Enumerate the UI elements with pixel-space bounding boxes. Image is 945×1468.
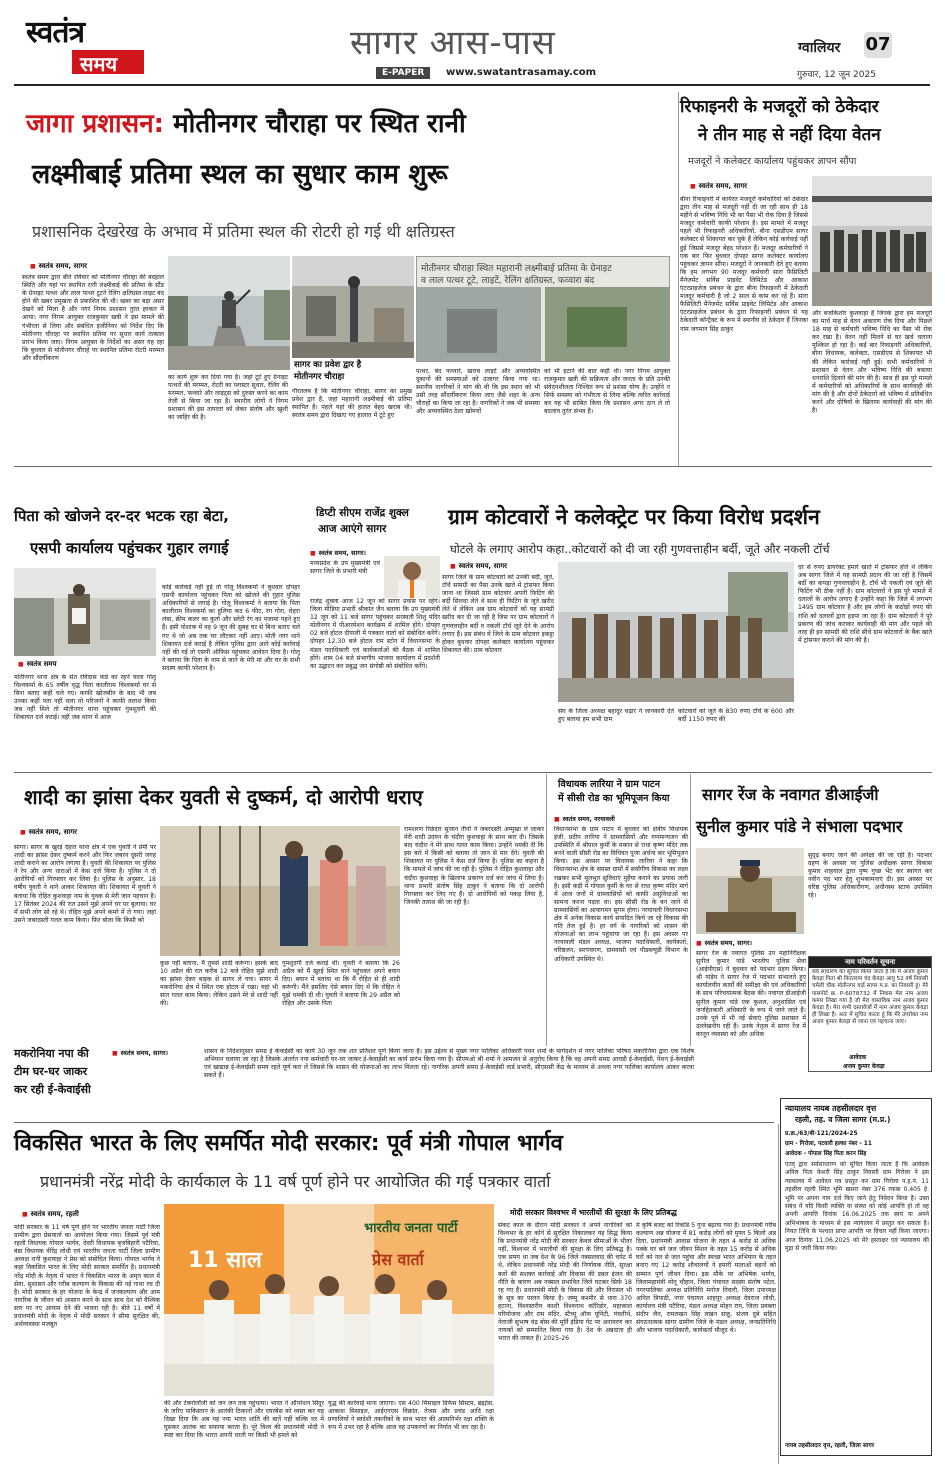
dig-text-top: सुदृढ़ बनाए जाने की अपेक्षा की जा रही है। पदभार ग्रहण के अवसर पर पुलिस अधीक्षक सागर विकास कुमार शाहवाल द्वारा पुष्प गुच्छ भेंट कर स्वागत कर नवीन पद भार हेतु शुभकामनाएं दी। इस अवसर पर वरिष्ठ पुलिस अधिकारीगण, अधीनस्थ स्टाफ उपस्थित रहे। <box>808 852 932 900</box>
banner-text-1: भारतीय जनता पार्टी <box>364 1221 458 1236</box>
section-title: सागर आस-पास <box>350 23 556 63</box>
tehsil-meta-2: ग्राम - गिरोला, पटवारी हल्का नंबर - 11 <box>785 1141 872 1147</box>
logo-top: स्वतंत्र <box>26 15 85 50</box>
bottom-headline: विकसित भारत के लिए समर्पित मोदी सरकार: पूर्व मंत्री गोपाल भार्गव <box>14 1131 563 1156</box>
kotwar-col-1: सागर जिले के ग्राम कोटवारों को उनकी बर्दी, जूते, टॉर्च सामग्री का पैसा उनके खाते में ट्रांसफर किया जाना था जिससे ग्राम कोटवार अपनी फिटिंग की बर्दी सिलवा लेते थे साथ ही फिटिंग के जूते खरीद लेते थे लेकिन अब ग्राम कोटवारों को यह सामग्री खरीद कर दी जा रही है जिस पर ग्राम कोटवारों ने गुणवत्ताहीन बर्दी व नकली टॉर्च जूते देने के आरोप लगाए हैं। इस संबंध में जिले के ग्राम कोटवार इकट्ठा होकर बुधवार दोपहर कलेक्टर कार्यालय पहुंचकर शिकायत की। ग्राम कोटवार <box>442 574 554 654</box>
bottom-col4-title: मोदी सरकार विश्वभर में भारतीयों की सुरक्षा के लिए प्रतिबद्ध <box>510 1208 677 1217</box>
kotwar-headline: ग्राम कोटवारों ने कलेक्ट्रेट पर किया विरोध प्रदर्शन <box>448 505 820 529</box>
dig-byline: ■ स्वतंत्र समय, सागर। <box>696 938 752 947</box>
refinery-headline-1: रिफाइनरी के मजदूरों को ठेकेदार <box>680 97 879 117</box>
notice-signature: आवेदक <box>849 1054 867 1061</box>
mla-headline-2: में सीसी रोड का भूमिपूजन किया <box>558 793 670 804</box>
dycm-headline-1: डिप्टी सीएम राजेंद्र शुक्ल <box>316 507 409 519</box>
ekyc-text: शासन के निर्देशानुसार समग्र ई केवाईसी का कार्य 30 जून तक शत प्रतिशत पूर्ण किया जाना है। इस उद्देश्य से मुख्य नगर पालिका अधिकारी पवन शर्मा के मार्गदर्शन में नगर पालिका परिषद मकरोनिया द्वारा एक विशेष अभियान चलाया जा रहा है जिसके अंतर्गत नपा कर्मचारी घर-घर जाकर ई-केवाईसी का कार्य प्रारंभ किया गया है। सीएमओ श्री शर्मा ने आमजन से अनुरोध किया है कि वह अपनी समग्र आयडी ई-केवाईसी, पेंशन ई-केवाईसी एवं खाद्यान्न ई-केवाईसी समय रहते पूर्ण करा लें जिससे कि शासन की योजनाओं का लाभ मिलता रहे। नागरिक अपनी समग्र ई-केवाईसी वार्ड प्रभारी, सीएससी केंद्र के माध्यम से अथवा नगर पालिका कार्यालय आकर करवा सकते हैं। <box>204 1048 694 1080</box>
tehsil-title: न्यायालय नायब तहसीलदार वृत्त <box>785 1104 877 1113</box>
rule-3 <box>14 1122 774 1123</box>
ekyc-headline-3: कर रही ई-केवाईसी <box>14 1083 91 1096</box>
mla-story <box>548 774 688 1048</box>
lead-headline-line-1 <box>26 110 666 139</box>
lead-story <box>14 92 676 462</box>
ekyc-byline: ■ स्वतंत्र समय, सागर। <box>112 1048 168 1057</box>
father-photo <box>14 568 156 656</box>
tehsil-meta-1: प्र.क्र./63/बी-121/2024-25 <box>785 1131 858 1137</box>
father-byline: ■ स्वतंत्र समय <box>18 660 57 669</box>
refinery-subhead: मजदूरों ने कलेक्टर कार्यालय पहुंचकर ज्ञापन सौंपा <box>688 156 857 167</box>
kotwar-col-3: कोटवारों को जूते के 830 रुपए टॉर्च के 600 और बर्दी 1150 रुपए की <box>678 708 794 724</box>
page-number: 07 <box>864 32 892 58</box>
ekyc-story <box>14 1048 694 1118</box>
banner-text-3: प्रेस वार्ता <box>372 1250 424 1269</box>
lead-subhead: प्रशासनिक देखरेख के अभाव में प्रतिमा स्थल की रोटरी हो गई थी क्षतिग्रस्त <box>32 222 455 241</box>
rule-2 <box>14 772 932 773</box>
mla-headline-1: विधायक लारिया ने ग्राम पाटन <box>558 779 660 790</box>
rape-col-1: सागर। सागर के खुरई देहात थाना क्षेत्र में एक युवती ने प्रेमी पर शादी का झांसा देकर दुष्कर्म करने और फिर जबरन दूसरी जगह शादी कराने का आरोप लगाया है। युवती की शिकायत पर पुलिस ने रेप और अन्य धाराओं में केस दर्ज किया है। पुलिस ने दो आरोपियों को गिरफ्तार कर लिया है। पुलिस के अनुसार, 18 वर्षीय युवती ने थाने आकर शिकायत की। शिकायत में युवती ने बताया कि रोहित कुशवाहा नाम के युवक से मेरी जान पहचान है। 17 सितंबर 2024 की रात उसने मुझे अपने घर पर बुलाया। घर में सभी लोग सो रहे थे। रोहित मुझे अपने कमरे में ले गया। जहां उसने जबरदस्ती गलत काम किया। फिर बोला कि किसी को <box>14 844 156 924</box>
lead-photo-repair <box>292 256 414 358</box>
refinery-photo <box>812 176 932 306</box>
lead-photo-caption-1: सागर का प्रवेश द्वार है <box>294 360 362 370</box>
refinery-byline: ■ स्वतंत्र समय, सागर <box>690 182 747 191</box>
bottom-story <box>14 1124 776 1468</box>
rape-photo <box>160 826 400 956</box>
rape-byline: ■ स्वतंत्र समय, सागर <box>20 828 77 837</box>
refinery-col-2: और बजकिशोर कुशवाहा है जिनके द्वारा हम मजदूरों का मार्च माह से वेतन अकारण रोक दिया और पिछले 18 माह से कर्मचारी भविष्य निधि का पैसा भी रोक कर रखा है। वेतन नहीं मिलने से घर खर्च चलाना मुश्किल हो रहा है। कई बार रिफाइनरी अधिकारियों, बीना विधायक, कलेक्टर, एसडीएम से शिकायत भी की लेकिन कार्रवाई नहीं हुई। सभी कर्मचारियों ने प्रशासन से वेतन और भविष्य निधि की बकाया धनराशि दिलाने की मांग की है। साथ ही इस पूरे मामले में कर्मचारियों को अधिकारियों के साथ कार्यवाही की मांग की है और दोनों ठेकेदारों को भविष्य में प्रतिबंधित करने और दोषियों के खिलाफ कार्यवाही की मांग की है। <box>812 310 932 415</box>
dycm-story <box>304 468 440 768</box>
dycm-text: राजेंद्र शुक्ला आज 12 जून को सागर प्रवास पर रहेंगे। जिला मीडिया प्रभारी श्रीकांत जैन बताया कि उप मुख्यमंत्री 12 जून को 11 बजे सागर पहुंचकर सरस्वती शिशु मंदिर मोतीनगर में पीआरमेशन कार्यक्रम में शामिल होंगे। दोपहर 02 बजे होटल दीपाली में पत्रकार वार्ता को संबोधित करेंगे। दोपहर 12.30 बजे होटल राम स्टोन में विधानसभा के मंडल पदाधिकारी एवं कार्यकर्ताओं की बैठक में शामिल होंगे। शाम 04 बजे संभागीय भाजपा कार्यालय में प्रदर्शनी का उद्घाटन कर प्रबुद्ध जन संगोष्ठी को संबोधित करेंगे। <box>310 598 440 670</box>
lead-inset-title-1: मोतीनगर चौराहा स्थित महारानी लक्ष्मीबाई प्रतिमा के ग्रेनाइट <box>421 264 612 274</box>
mla-byline: ■ स्वतंत्र समय, नरयावली <box>554 814 615 823</box>
masthead-rule <box>14 84 930 86</box>
banner-text-2: 11 साल <box>188 1248 262 1273</box>
dig-text: सागर रेंज के नवागत पुलिस उप महानिरीक्षक सुनील कुमार पांडे भारतीय पुलिस सेवा (आईपीएस) ने बुधवार को पदभार ग्रहण किया। श्री पांडेय ने सागर रेंज में पदभार संभालते हुए कार्यालयीन कार्यों की समीक्षा की एवं अधिकारियों के साथ परिचयात्मक बैठक की। नवागत डीआईजी सुनील कुमार पांडे एक कुशल, अनुशासित एवं जनहितकारी अधिकारी के रूप में जाने जाते हैं। उनके पूर्व में भी नई सेवाएं पुलिस प्रशासन में उल्लेखनीय रही हैं। उनके नेतृत्व में सागर रेंज में कानून व्यवस्था को और अधिक <box>696 950 806 1038</box>
bottom-subhead: प्रधानमंत्री नरेंद्र मोदी के कार्यकाल के 11 वर्ष पूर्ण होने पर आयोजित की गई पत्रकार वार्ता <box>40 1172 551 1191</box>
father-headline-1: पिता को खोजने दर-दर भटक रहा बेटा, <box>14 507 229 525</box>
dycm-photo <box>384 556 440 598</box>
ekyc-headline-1: मकरोनिया नपा की <box>14 1047 89 1060</box>
dig-headline-1: सागर रेंज के नवागत डीआईजी <box>702 785 879 804</box>
kotwar-story <box>442 468 932 768</box>
rape-col-2: कुछ नहीं बताना, मैं तुमसे शादी करूंगा। इसके बाद 10 अप्रैल की रात करीब 12 बजे रोहित मुझे शादी का झांसा देकर बाइक से सागर ले गया। सागर में मकरोनिया क्षेत्र में स्थित एक होटल में रखा। यहां भी सात गलत काम किया। लेकिन उसने मेरे से शादी नहीं की। <box>160 960 278 1008</box>
lead-headline-2: लक्ष्मीबाई प्रतिमा स्थल का सुधार काम शुरू <box>32 159 448 190</box>
lead-kicker: जागा प्रशासन: <box>26 109 165 139</box>
bottom-col-4: संकट काल के दौरान मोदी सरकार ने अपने नागरिकों को विश्वभर के हर कोने से सुरक्षित निकालकर यह सिद्ध किया कि प्रधानमंत्री नरेंद्र मोदी की सरकार केवल सीमाओं के भीतर नहीं, विश्वभर में भारतीयों की सुरक्षा के लिए प्रतिबद्ध है। एक समय था जब देश के 96 जिले नक्सलवाद की चपेट में थे, लेकिन प्रधानमंत्री नरेंद्र मोदी की निर्णायक नीति, सुरक्षा बलों की सशक्त कार्रवाई और विकास की डबल इंजन की नीति के कारण अब नक्सल प्रभावित जिले घटकर सिर्फ 18 रह गए हैं। प्रधानमंत्री मोदी के विकास की और विरासत भी के सूत्र का पालन किया है। जम्मू कश्मीर से धारा 370 हटाना, विश्वस्तरीय काशी विश्वनाथ कॉरिडोर, महाकाल परियोजना और राम मंदिर, स्टैच्यू ऑफ यूनिटी, पंचतीर्थ, नेताजी सुभाष चंद्र बोस की मूर्ति इंडिया गेट पर अनावरण कर नायकों को सम्मानित किया गया है। देश के अन्नदाता ही भारत की ताकत हैं। 2025-26 <box>498 1222 632 1343</box>
refinery-headline-2: ने तीन माह से नहीं दिया वेतन <box>698 125 881 145</box>
tehsil-subtitle: रहली, तह. व जिला सागर (म.प्र.) <box>795 1115 891 1124</box>
lead-headline-1: मोतीनगर चौराहा पर स्थित रानी <box>173 109 466 139</box>
kotwar-byline: ■ स्वतंत्र समय, सागर <box>450 562 507 571</box>
lead-col-4: पत्थर, बंद फव्वारे, खराब लाइटें और अव्यवस्थित दुकानों की समस्याओं को उजागर किया गया था। स्थानीय नागरिकों ने मांग की थी कि इस स्थान को भी उसी तरह सौंदर्यीकरण किया जाए जैसे शहर के अन्य चौराहों का किया जा रहा है। नागरिकों ने जब भी समस्या और अव्यवस्थित ठेला खोमचों <box>416 368 540 416</box>
bottom-byline: ■ स्वतंत्र समय, रहली <box>22 1210 79 1219</box>
website: www.swatantrasamay.com <box>446 67 597 78</box>
vrule-4 <box>778 1124 779 1464</box>
logo-bottom: समय <box>80 52 118 76</box>
bottom-col-5: में कृषि बजट को रिकॉर्ड 5 गुना बढ़ाया गया है। प्रधानमंत्री गरीब कल्याण अन्न योजना में 81 करोड़ लोगों को मुफ्त 5 किलो अन्न दिया, प्रधानमंत्री आवास योजना के तहत 4 करोड़ से अधिक पक्के घर बने जल जीवन मिशन के तहत 15 करोड़ से अधिक घरों को नल से जल पहुंचा और स्वच्छ भारत अभियान के तहत बनाए गए 12 करोड़ शौचालयों ने हमारी माताओं बहनों को सम्मान पूर्ण जीवन दिया। इस मौके पर अभिषेक भार्गव, जिलामहामंत्री मोनू चौहान, जिला पंचायत सदस्य संतोष पटेल, नगरपालिका अध्यक्ष प्रतिनिधि मनोज तिवारी, जिला उपाध्यक्ष अनिल त्रिपाठी, नगर पंचायत शाहपुर अध्यक्ष देवराज लोधी, कार्यालय मंत्री पटैरिया, मंडल अध्यक्ष मोहन राय, जिला प्रवक्ता संदीप जैन, रामलखन सिंह लखन साहू, संजय दुबे सहित संगठनात्मक सागर ग्रामीण जिले के मंडल अध्यक्ष, जनप्रतिनिधि और भाजपा पदाधिकारी, कार्यकर्ता मौजूद थे। <box>636 1222 776 1335</box>
rape-story <box>14 774 544 1048</box>
kotwar-subhead: घोटले के लगाए आरोप कहा..कोटवारों को दी जा रही गुणवत्ताहीन बर्दी, जूते और नकली टॉर्च <box>450 542 830 556</box>
refinery-col-1: बीना रिफाइनरी में कार्यरत मजदूरों कर्मचारियों को ठेकेदार द्वारा तीन माह से मजदूरी नहीं दी जा रही साथ ही 18 महीने से भविष्य निधि भी का पैसा भी रोक दिया है जिससे मजदूर कर्मचारी काफी परेशान है। इस मामले में मजदूर पहले भी रिफाइनरी अधिकारियों, बीना एसडीएम सागर कलेक्टर से शिकायत कर चुके हैं लेकिन कोई कार्रवाई नहीं हुई जिससे मजदूर बेहद परेशान हैं। मजदूर कर्मचारियों ने एक बार फिर बुधवार दोपहर सागर कलेक्टर कार्यालय पहुंचकर ज्ञापन सौंपा। मजदूरों ने जानकारी देते हुए बताया कि हम लगभग 90 मजदूर कर्मचारी सारा फैसिलिटी मैनेजमेंट सर्विस प्राइवेट लिमिटेड और आकाश एंटरप्राइजेज प्रबंधन के द्वारा बीना रिफाइनरी में ठेकेदारी मजदूर कर्मचारी है जो 2 साल से काम कर रहे हैं। सारा फैसिलिटी मैनेजमेंट सर्विस प्राइवेट लिमिटेड और आकाश एंटरप्राइजेज प्रबंधन के द्वारा रिफाइनरी प्रबंधन से यह ठेकेदारी कॉन्ट्रैक्ट के रूप में स्थानीय दो ठेकेदार हैं जिनका नाम जगमान सिंह ठाकुर <box>680 196 808 333</box>
vrule-1 <box>678 92 679 466</box>
bottom-col-1: मोदी सरकार के 11 वर्ष पूर्ण होने पर भारतीय जनता पार्टी जिला ग्रामीण द्वारा प्रेसवार्ता का आयोजन किया गया। जिसमें पूर्व मंत्री रहली विधायक गोपाल भार्गव, देवरी विधायक बृजबिहारी पटैरिया, बंडा विधायक वीरेंद्र लोधी एवं भारतीय जनता पार्टी जिला ग्रामीण अध्यक्ष रानी कुशवाहा ने प्रेस को संबोधित किया। गोपाल भार्गव ने कहा विकसित भारत के लिए मोदी सरकार समर्पित है। प्रधानमंत्री नरेंद्र मोदी के नेतृत्व में भारत ने विकसित भारत के अमृत काल में सेवा, सुशासन और गरीब कल्याण के विकास की नई गाथा रच दी है। मोदी सरकार के हर योजना के केन्द्र में जनकल्याण और आम नागरिक के जीवन को आसान करने के साथ साथ देश को वैश्विक स्तर पर नए आयाम देने की भावना रही है। बीते 11 वर्षों में प्रधानमंत्री मोदी के नेतृत्व में मोदी सरकार ने सीमा सुरक्षित की, अर्थव्यवस्था मजबूत <box>14 1224 160 1329</box>
dycm-text-top: मध्यप्रदेश के उप मुख्यमंत्री एवं सागर जिले के प्रभारी मंत्री <box>310 560 380 576</box>
epaper-label: E-PAPER <box>376 67 430 79</box>
lead-col-1: स्वतंत्र समय द्वारा बीते रविवार को मोतीनगर चौराहा की बदहाल स्थिति और यहां पर स्थापित रानी लक्ष्मीबाई की प्रतिमा के स्टैंड के ग्रेनाइट पत्थर और लाल पत्थर टूटने रेलिंग क्षतिग्रस्त लाइट बंद होने की खबर प्रमुखता से प्रकाशित की थी। खबर का बड़ा असर देखने को मिला है और नगर निगम प्रशासन तुरंत हरकत में आया। नगर निगम आयुक्त राजकुमार खत्री ने इस मामले की गंभीरता से लिया और संबंधित इंजीनियर को निर्देश दिए कि मोतीनगर चौराहा पर स्थापित प्रतिमा पर सुधार कार्य तत्काल प्रारंभ किया जाए। निगम आयुक्त के निर्देशों का असर यह रहा कि बुधवार से मोतीनगर चौराहे पर स्थापित प्रतिमा रोटरी मरम्मत और सौंदर्यीकरण <box>22 274 164 362</box>
kotwar-col-4: दर से रुपए डायरेक्ट हमारे खाते में ट्रांसफर होते थे लेकिन अब सागर जिले में यह सामग्री प्रदान की जा रही है जिसमें बर्दी का कपड़ा गुणवत्ताहीन है, टॉर्च भी नकली एवं जूते की फिटिंग भी ठीक नहीं है। ग्राम कोटवारों ने इस पूरे मामले में दलालों के आरोप लगाए है उन्होंने कहा कि जिले में लगभग 1495 ग्राम कोटवार है और हम लोगों के कठोड़ों रुपए की राशि को दलालों द्वारा हड़पा जा रहा है। ग्राम कोटवारों ने पूरे प्रकरण की जांच कराकर कार्यवाही की मांग और पहले की तरह ही इन सामग्री की राशि सीधे ग्राम कोटवारों के बैंक खाते में ट्रांसफर कराने की मांग की है। <box>798 564 932 644</box>
tehsil-meta-3: आवेदक - गोपाल सिंह पिता करन सिंह <box>785 1151 867 1157</box>
rape-col-3: गुमशुदगी दर्ज कराई थी। युवती ने बताया कि 26 अप्रैल को मैं खुरई स्थित थाने पहुंचकर अपने बयान दिए। बयान में बताया था कि मैं रोहित से ही शादी करूंगी। मैंने इसलिए ऐसे बयान दिए थे कि रोहित ने मुझे धमकी दी थी। युवती ने बताया कि 29 अप्रैल को रोहित और उसके पिता <box>282 960 400 1008</box>
father-story <box>14 468 300 768</box>
dig-headline-2: सुनील कुमार पांडे ने संभाला पदभार <box>696 817 903 836</box>
notice-text: सर्व साधारण को सूचित किया जाता है कि मैं अजय कुमार केवड़ा पिता श्री फिरतराम चंद केवड़ा आयु 52 वर्ष निवासी चमेली चौक मोतीनगर वार्ड सागर म.प्र. का निवासी हूं। मेरे पासपोर्ट क्र. P-6078732 में निवास मेरा नाम अजय कमार लिखा गया है जो मेरा वास्तविक नाम अजय कुमार केवड़ा है। मेरा सभी दस्तावेजों में नाम अजय कुमार केवड़ा ही लिखा है। अतः में सूचित करता हूं कि मेरे उपरोक्त नाम अजय कुमार केवड़ा से जाना एवं पहचाना जाए। <box>812 969 928 1026</box>
ekyc-headline-2: टीम घर-घर जाकर <box>14 1065 88 1078</box>
lead-col-3: गौरतलब है कि मोतीनगर चौराहा, सागर का प्रमुख प्रवेश द्वार है, जहां महारानी लक्ष्मीबाई की प्रतिमा स्थापित है। पहले यहां की हालत बेहद खराब थी। स्वतंत्र समय द्वारा दिखाए गए हालात में टूटे हुए <box>292 388 412 420</box>
lead-col-2: का कार्य शुरू कर दिया गया है। जहां टूटे हुए ग्रेनाइट पत्थरों की मरम्मत, रोटरी का प्लास्टर सुधार, रेलिंग की मरम्मत, फव्वारे और लाइट्स को दुरुस्त करने का काम तेजी से किया जा रहा है। स्थानीय लोगों ने निगम प्रशासन की इस तत्परता को लेकर संतोष और खुशी का जाहिर की है। <box>168 374 288 422</box>
lead-inset-title-2: व लाल पत्थर टूटे, लाइटें, रेलिंग क्षतिग्रस्त, फव्वारा बंद <box>421 276 595 286</box>
vrule-3 <box>690 774 691 1046</box>
tehsil-text: एतद् द्वारा सर्वसाधारण को सूचित किया जाता है कि आवेदक अनिल पिता केशरी सिंह ठाकुर निवासी ग्राम गिरोला ने इस न्यायालय में आवेदन पत्र प्रस्तुत कर ग्राम गिरोला प.ह.नं. 11 तहसील रहली स्थित भूमि खसरा नंबर 376 रकबा 0.405 हे. भूमि पर अपना नाम दर्ज किए जाने हेतु निवेदन किया है। उक्त संबंध में यदि किसी व्यक्ति या संस्था को कोई आपत्ति हो तो वह अपनी आपत्ति दिनांक 16.06.2025 तक स्वयं या अपने अभिभाषक के माध्यम से इस न्यायालय में प्रस्तुत कर सकता है। नियत तिथि के पश्चात प्राप्त आपत्ति पर विचार नहीं किया जाएगा। आज दिनांक 11.06.2025 को मेरे हस्ताक्षर एवं न्यायालय की मुद्रा से जारी किया गया। <box>785 1161 929 1253</box>
bottom-col-3: युद्ध की कार्रवाई माना जाएगा। एस 400 मिसाइल डिफेंस सिस्टम, ब्रह्मोस, आकाश मिसाइल, आईएनएस विक्रांत, तेजस और प्रचंड आदि रक्षा प्रणालियों ने स्वदेशी तकनीकों के साथ भारत की आत्मनिर्भर रक्षा शक्ति के रूप में उभर रहा है बल्कि आज वह उपकरणों का निर्यात भी कर रहा है। <box>328 1400 494 1432</box>
lead-col-5: को भी हटाने की बात कही थी। नगर निगम आयुक्त राजकुमार खत्री की सक्रियता और जनता के प्रति उनकी संवेदनशीलता निश्चित रूप से प्रशंसा योग्य है। उन्होंने न सिर्फ समस्या को गंभीरता से लिया बल्कि त्वरित कार्रवाई कर यह भी साबित किया कि प्रशासन अगर ठान ले तो बदलाव तुरंत संभव है। <box>544 368 670 416</box>
vrule-2 <box>546 774 547 1046</box>
kotwar-photo <box>558 562 794 702</box>
father-headline-2: एसपी कार्यालय पहुंचकर गुहार लगाई <box>30 539 229 557</box>
tehsil-notice <box>780 1098 932 1456</box>
bottom-photo <box>164 1204 494 1396</box>
notice-signer: अजय कुमार केवड़ा <box>843 1063 885 1070</box>
lead-photo-caption-2: मोतीनगर चौराहा <box>294 372 345 382</box>
masthead <box>0 0 945 92</box>
dycm-headline-2: आज आएंगे सागर <box>318 523 387 535</box>
rule-1 <box>14 466 932 467</box>
name-change-notice <box>808 956 932 1072</box>
dig-photo <box>696 848 804 934</box>
lead-inset-box <box>416 256 670 362</box>
notice-title: नाम परिवर्तन सूचना <box>809 957 931 968</box>
lead-photo-statue <box>168 256 290 370</box>
refinery-story <box>680 92 932 462</box>
bottom-col-2: की और टेक्नोलॉजी को जन जन तक पहुंचाया। भारत ने ऑपरेशन सिंदूर के जरिए पाकिस्तान के आतंकी ठिकानों और एयरबेस को ध्वस्त कर यह दिखा दिया कि अब यह नया भारत शांति की बातें नहीं बल्कि घर में घुसकर आतंक का सफाया करता है। पूरे विश्व की प्रधानमंत्री मोदी ने स्पष्ट कर दिया कि भारत अपनी धरती पर किसी भी हमले को <box>164 1400 324 1440</box>
kotwar-col-2: संघ के जिला अध्यक्ष बहादुर चढ़ार ने जानकारी देते हुए बताया हम सभी ग्राम <box>558 708 674 724</box>
father-col-1: मोतीनगर थाना क्षेत्र के संत रविदास वार्ड का रहने वाला गोलू विश्वकर्मा के 65 वर्षीय वृद्ध पिता कालीराम विश्वकर्मा घर से बिना बताए कहीं चले गए। काफी खोजबीन के बाद भी जब उनका कहीं पता नहीं चला तो परिजनों ने काफी तलाश किया जब नहीं मिले तो मोतीनगर थाना पहुंचकर गुमशुदगी की शिकायत दर्ज कराई। वहीं जब थाना में आज <box>14 674 156 722</box>
rape-col-4: रामशरण रिछेदार सुजान तीनों ने जबरदस्ती अम्मुखा ले जाकर मेरी शादी उदयन के चंदौरा कुशवाहा के साथ करा दी। जिसके बाद चंदौरा ने मेरे साथ गलत काम किया। उन्होंने धमकी दी कि इस बारे में किसी को बताया तो जान से मार देंगे। युवती की शिकायत पर पुलिस ने केस दर्ज किया है। पुलिस का कहना है कि मामले में जांच की जा रही है। पुलिस ने रोहित कुशवाहा और चंदौरा कुशवाहा के खिलाफ प्रकरण दर्ज कर जांच में लिया है। थाना प्रभारी संतोष सिंह ठाकुर ने बताया कि दो आरोपी गिरफ्तार कर लिए गए हैं। दो आरोपियों को पकड़ लिया है, जिनकी तलाश की जा रही है। <box>404 826 544 906</box>
issue-date: गुरुवार, 12 जून 2025 <box>797 70 876 80</box>
logo <box>22 10 162 76</box>
father-col-2: कोई कार्रवाई नहीं हुई तो गोलू विश्वकर्मा ने बुधवार दोपहर एसपी कार्यालय पहुंचकर पिता को खोजने की गुहार पुलिस अधिकारियों से लगाई है। गोलू विश्वकर्मा ने बताया कि पिता कालीराम विश्वकर्मा का हुलिया कद 6 फीट, रंग गोरा, चेहरा लंबा, क्रीम कलर का कुर्ता और स्लेटी रंग का पजामा पहने हुए हैं। इसी पोशाक में वह 9 जून की सुबह घर से बिना बताए चले गए थे जो अब तक घर लौटकर नहीं आए। मोती नगर थाने शिकायत दर्ज कराई है लेकिन पुलिस द्वारा आगे कोई कार्रवाई नहीं की गई तो एसपी ऑफिस पहुंचकर आवेदन दिया है। गोलू ने बताया कि पिता के नाम से जाने के मेरी मां और घर के सभी सदस्य काफी परेशान है। <box>162 584 300 672</box>
tehsil-seal: नायब तहसीलदार वृत्त, रहली, जिला सागर <box>785 1443 874 1449</box>
lead-byline: ■ स्वतंत्र समय, सागर <box>30 262 87 271</box>
city-label: ग्वालियर <box>798 40 841 56</box>
rape-headline: शादी का झांसा देकर युवती से दुष्कर्म, दो आरोपी धराए <box>24 785 423 809</box>
dycm-byline: ■ स्वतंत्र समय, सागर। <box>310 548 366 557</box>
mla-text: विधानसभा के ग्राम पाटन में बुधवार को क्षेत्रीय विधायक इंजी. प्रदीप लारिया ने ग्रामवासियों और गणमान्यजन की उपस्थिति में श्रीपाल कुर्मी के मकान से राधा कृष्ण मंदिर तक बनने वाली सीसी रोड का विधिवत पूजा अर्चना कर भूमिपूजन किया। इस अवसर पर विधायक लारिया ने कहा कि विधानसभा क्षेत्र के समस्त ग्रामों में सर्वांगीण विकास का लक्ष्य रखकर सभी मूलभूत सुविधाएं मुहैया कराने का प्रयास जारी है। इसी कड़ी में गोपाल कुर्मी के घर से राधा कृष्ण मंदिर मार्ग में आज जनों में ग्रामवासियों को काफी असुविधाओं का सामना करना पड़ता था। इस सीसी रोड के बन जाने से ग्रामवासियों का आवागमन सुगम होगा। नरयावली विधानसभा क्षेत्र में अनेक विकास कार्य संपादित किये जा रहे विकास की गति तेज हुई है। हर वर्ग के नागरिकों को शासन की योजनाओं का लाभ पहुंचाया जा रहा है। इस अवसर पर नरयावली मंडल अध्यक्ष, भाजपा पदाधिकारी, कार्यकर्ता, वरिष्ठजन, सरपंचगण, ग्रामवासी एवं पीडब्ल्यूडी विभाग के अधिकारी उपस्थित थे। <box>554 826 688 963</box>
